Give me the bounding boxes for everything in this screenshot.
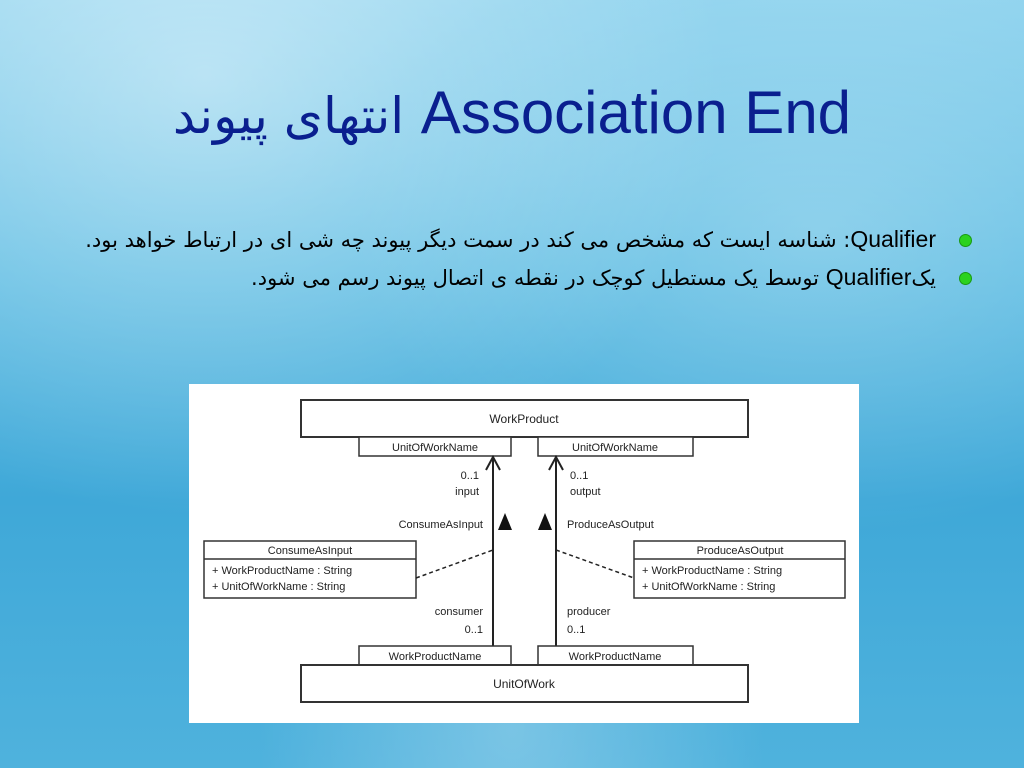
role-right-top: output <box>570 486 601 498</box>
assoc-class-attr-right-1: + WorkProductName : String <box>642 565 783 577</box>
uml-diagram <box>189 384 859 723</box>
dashed-link-right <box>556 550 634 578</box>
bullet-dot <box>959 272 972 285</box>
qualifier-left-top: UnitOfWorkName <box>392 442 478 454</box>
role-right-bottom: producer <box>567 606 611 618</box>
qualifier-right-top: UnitOfWorkName <box>572 442 658 454</box>
mult-left-bottom: 0..1 <box>464 624 483 636</box>
direction-triangle-left <box>498 513 512 530</box>
mult-left-top: 0..1 <box>460 470 479 482</box>
dashed-link-left <box>416 550 493 578</box>
title-latin: Association End <box>420 79 852 146</box>
mult-right-bottom: 0..1 <box>567 624 586 636</box>
bullet-item-2 <box>76 260 956 296</box>
assoc-name-left: ConsumeAsInput <box>398 519 483 531</box>
title-persian: انتهای پیوند <box>172 87 405 145</box>
class-name-unitofwork: UnitOfWork <box>493 677 555 691</box>
direction-triangle-right <box>538 513 552 530</box>
assoc-class-name-left: ConsumeAsInput <box>267 545 353 557</box>
assoc-class-attr-right-2: + UnitOfWorkName : String <box>642 581 776 593</box>
assoc-class-name-right: ProduceAsOutput <box>696 545 784 557</box>
role-left-bottom: consumer <box>434 606 483 618</box>
bullet-term: Qualifier <box>850 226 936 252</box>
bullet-term: Qualifier <box>825 264 912 290</box>
bullet-text: توسط یک مستطیل کوچک در نقطه ی اتصال پیوند رسم می شود. <box>251 266 820 290</box>
bullet-text: : شناسه ایست که مشخص می کند در سمت دیگر پیوند چه شی ای در ارتباط خواهد بود. <box>85 228 851 252</box>
assoc-class-attr-left-2: + UnitOfWorkName : String <box>212 581 346 593</box>
qualifier-left-bottom: WorkProductName <box>388 651 482 663</box>
bullet-item-1 <box>76 222 956 258</box>
mult-right-top: 0..1 <box>570 470 589 482</box>
bullet-prefix: یک <box>911 266 936 290</box>
class-name-workproduct: WorkProduct <box>489 412 559 426</box>
qualifier-right-bottom: WorkProductName <box>568 651 662 663</box>
uml-svg <box>189 384 859 723</box>
assoc-class-attr-left-1: + WorkProductName : String <box>212 565 353 577</box>
bullet-dot <box>959 234 972 247</box>
role-left-top: input <box>455 486 479 498</box>
slide-title <box>0 78 1024 147</box>
assoc-name-right: ProduceAsOutput <box>567 519 654 531</box>
bullet-list <box>76 222 956 298</box>
